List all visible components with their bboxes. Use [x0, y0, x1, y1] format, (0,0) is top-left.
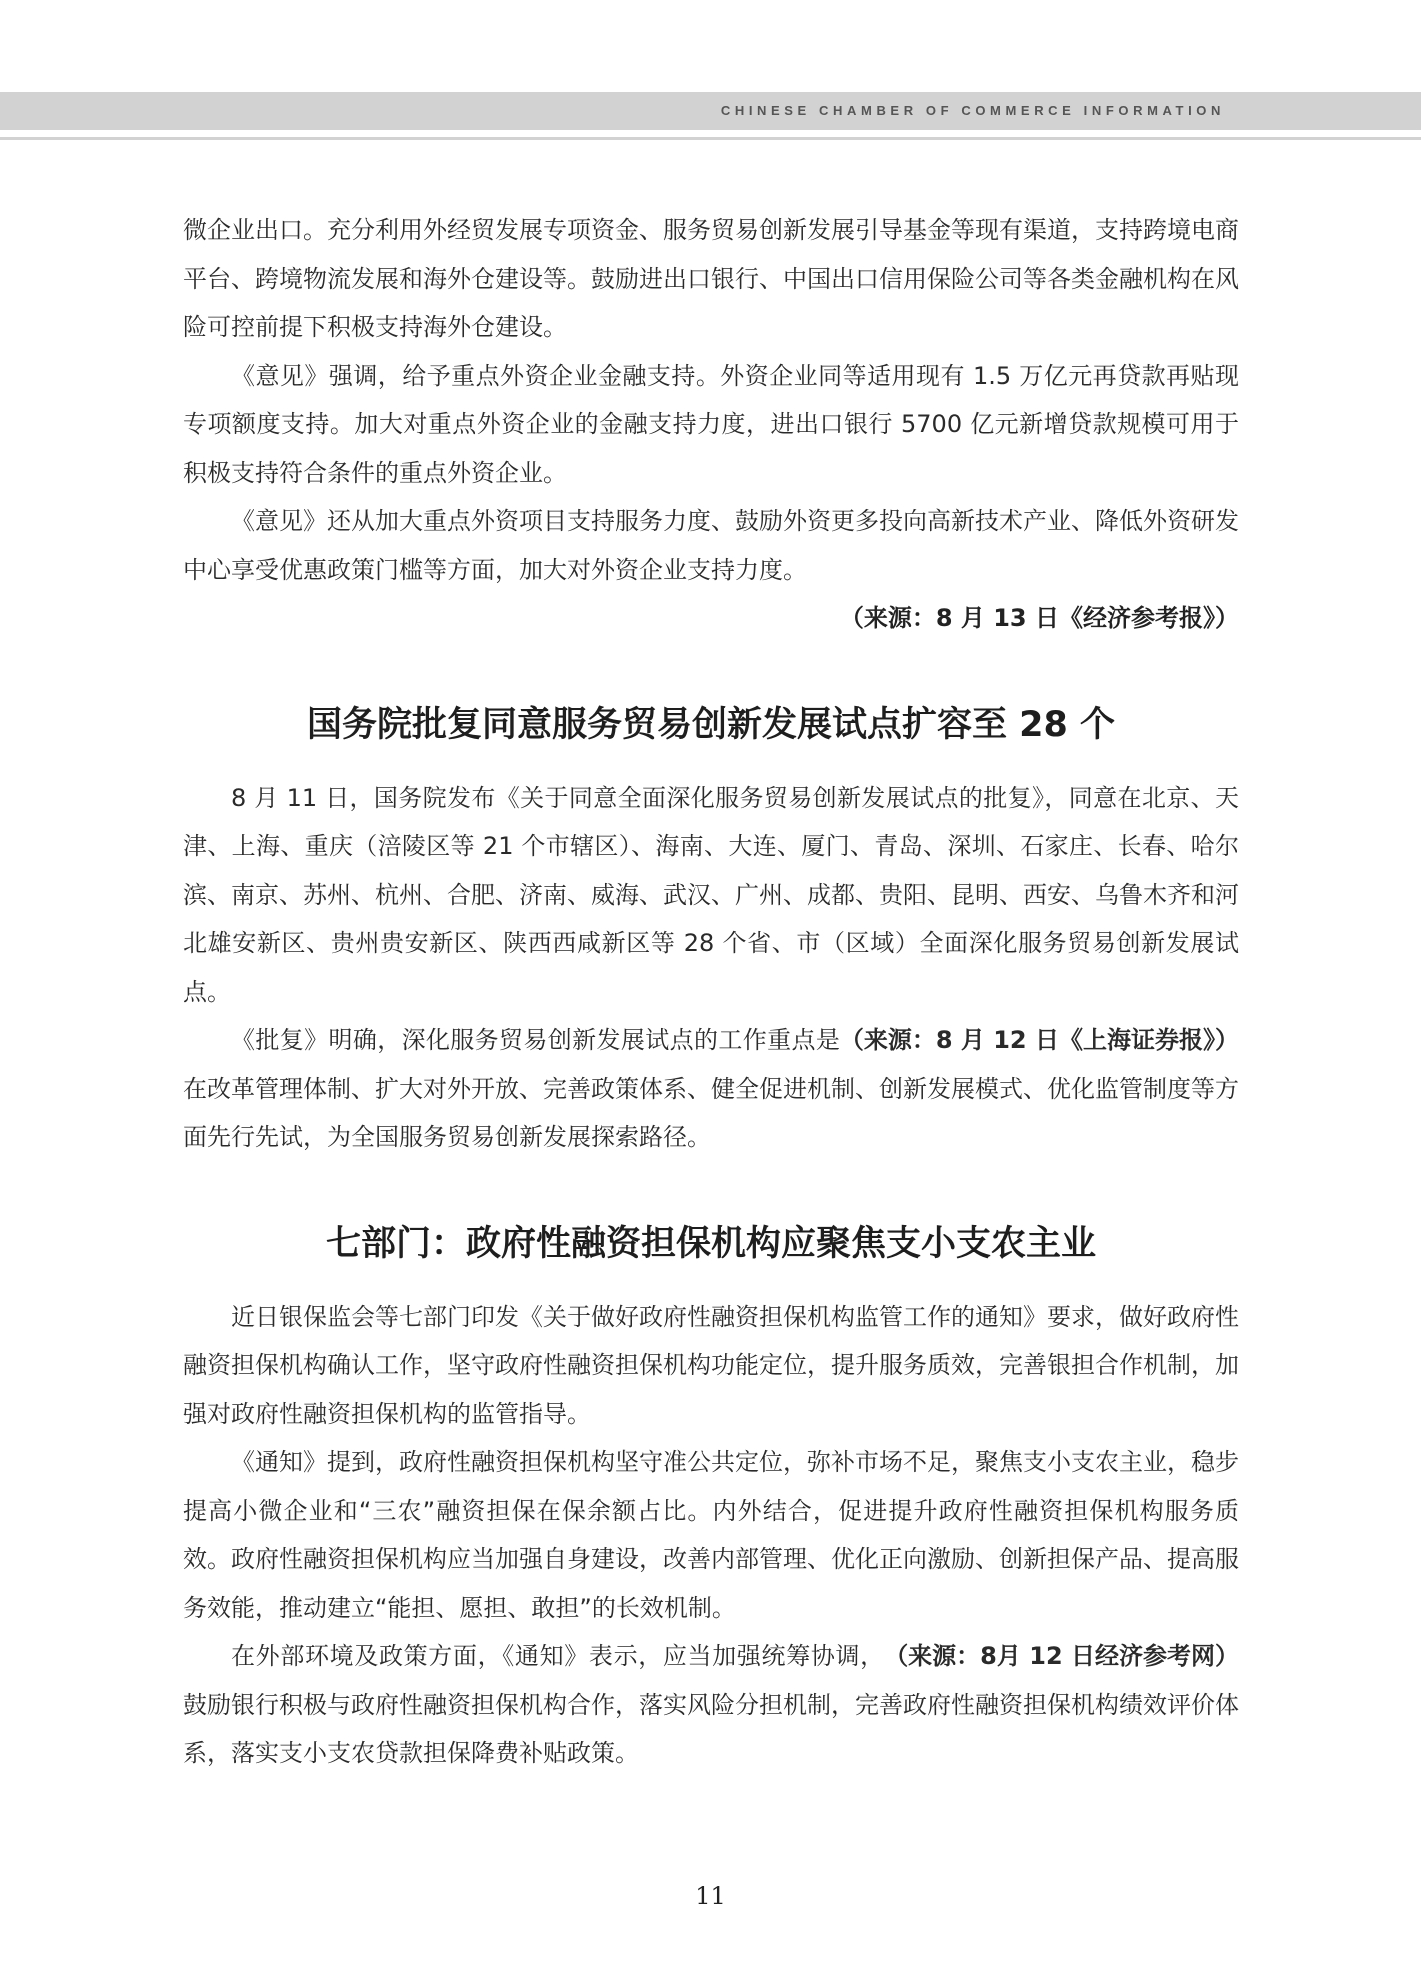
- header-banner-text: CHINESE CHAMBER OF COMMERCE INFORMATION: [720, 103, 1225, 118]
- paragraph: 8 月 11 日，国务院发布《关于同意全面深化服务贸易创新发展试点的批复》，同意在北京、天津、上海、重庆（涪陵区等 21 个市辖区）、海南、大连、厦门、青岛、深圳、石家庄、长春、哈尔滨、南京、苏州、杭州、合肥、济南、威海、武汉、广州、成都、贵阳、昆明、西安、乌鲁木齐和河北雄安新区、贵州贵安新区、陕西西咸新区等 28 个省、市（区域）全面深化服务贸易创新发展试点。: [183, 783, 1239, 1006]
- header-rule: [0, 137, 1421, 140]
- paragraph: [183, 1632, 1239, 1778]
- paragraph: [183, 1016, 1239, 1162]
- paragraph: 《意见》强调，给予重点外资企业金融支持。外资企业同等适用现有 1.5 万亿元再贷款再贴现专项额度支持。加大对重点外资企业的金融支持力度，进出口银行 5700 亿元新增贷款规模可用于积极支持符合条件的重点外资企业。: [183, 361, 1239, 487]
- article-content: [183, 206, 1239, 1778]
- paragraph-text: 在外部环境及政策方面，《通知》表示，应当加强统筹协调，鼓励银行积极与政府性融资担保机构合作，落实风险分担机制，完善政府性融资担保机构绩效评价体系，落实支小支农贷款担保降费补贴政策。: [183, 1642, 1239, 1767]
- paragraph: 《意见》还从加大重点外资项目支持服务力度、鼓励外资更多投向高新技术产业、降低外资研发中心享受优惠政策门槛等方面，加大对外资企业支持力度。: [183, 507, 1239, 584]
- paragraph-text: 《批复》明确，深化服务贸易创新发展试点的工作重点是在改革管理体制、扩大对外开放、完善政策体系、健全促进机制、创新发展模式、优化监管制度等方面先行先试，为全国服务贸易创新发展探索路径。: [183, 1026, 1239, 1151]
- source-note: （来源：8月 12 日经济参考网）: [884, 1642, 1239, 1670]
- paragraph: 《通知》提到，政府性融资担保机构坚守准公共定位，弥补市场不足，聚焦支小支农主业，稳步提高小微企业和“三农”融资担保在保余额占比。内外结合，促进提升政府性融资担保机构服务质效。政府性融资担保机构应当加强自身建设，改善内部管理、优化正向激励、创新担保产品、提高服务效能，推动建立“能担、愿担、敢担”的长效机制。: [183, 1448, 1239, 1622]
- article-title: 国务院批复同意服务贸易创新发展试点扩容至 28 个: [306, 704, 1116, 745]
- article-title: 七部门：政府性融资担保机构应聚焦支小支农主业: [325, 1223, 1096, 1264]
- paragraph: 微企业出口。充分利用外经贸发展专项资金、服务贸易创新发展引导基金等现有渠道，支持跨境电商平台、跨境物流发展和海外仓建设等。鼓励进出口银行、中国出口信用保险公司等各类金融机构在风险可控前提下积极支持海外仓建设。: [183, 216, 1239, 341]
- page-number: 11: [695, 1882, 726, 1910]
- paragraph: 近日银保监会等七部门印发《关于做好政府性融资担保机构监管工作的通知》要求，做好政府性融资担保机构确认工作，坚守政府性融资担保机构功能定位，提升服务质效，完善银担合作机制，加强对政府性融资担保机构的监管指导。: [183, 1302, 1239, 1428]
- source-note: （来源：8 月 13 日《经济参考报》）: [839, 604, 1239, 632]
- source-note: （来源：8 月 12 日《上海证券报》）: [839, 1026, 1239, 1054]
